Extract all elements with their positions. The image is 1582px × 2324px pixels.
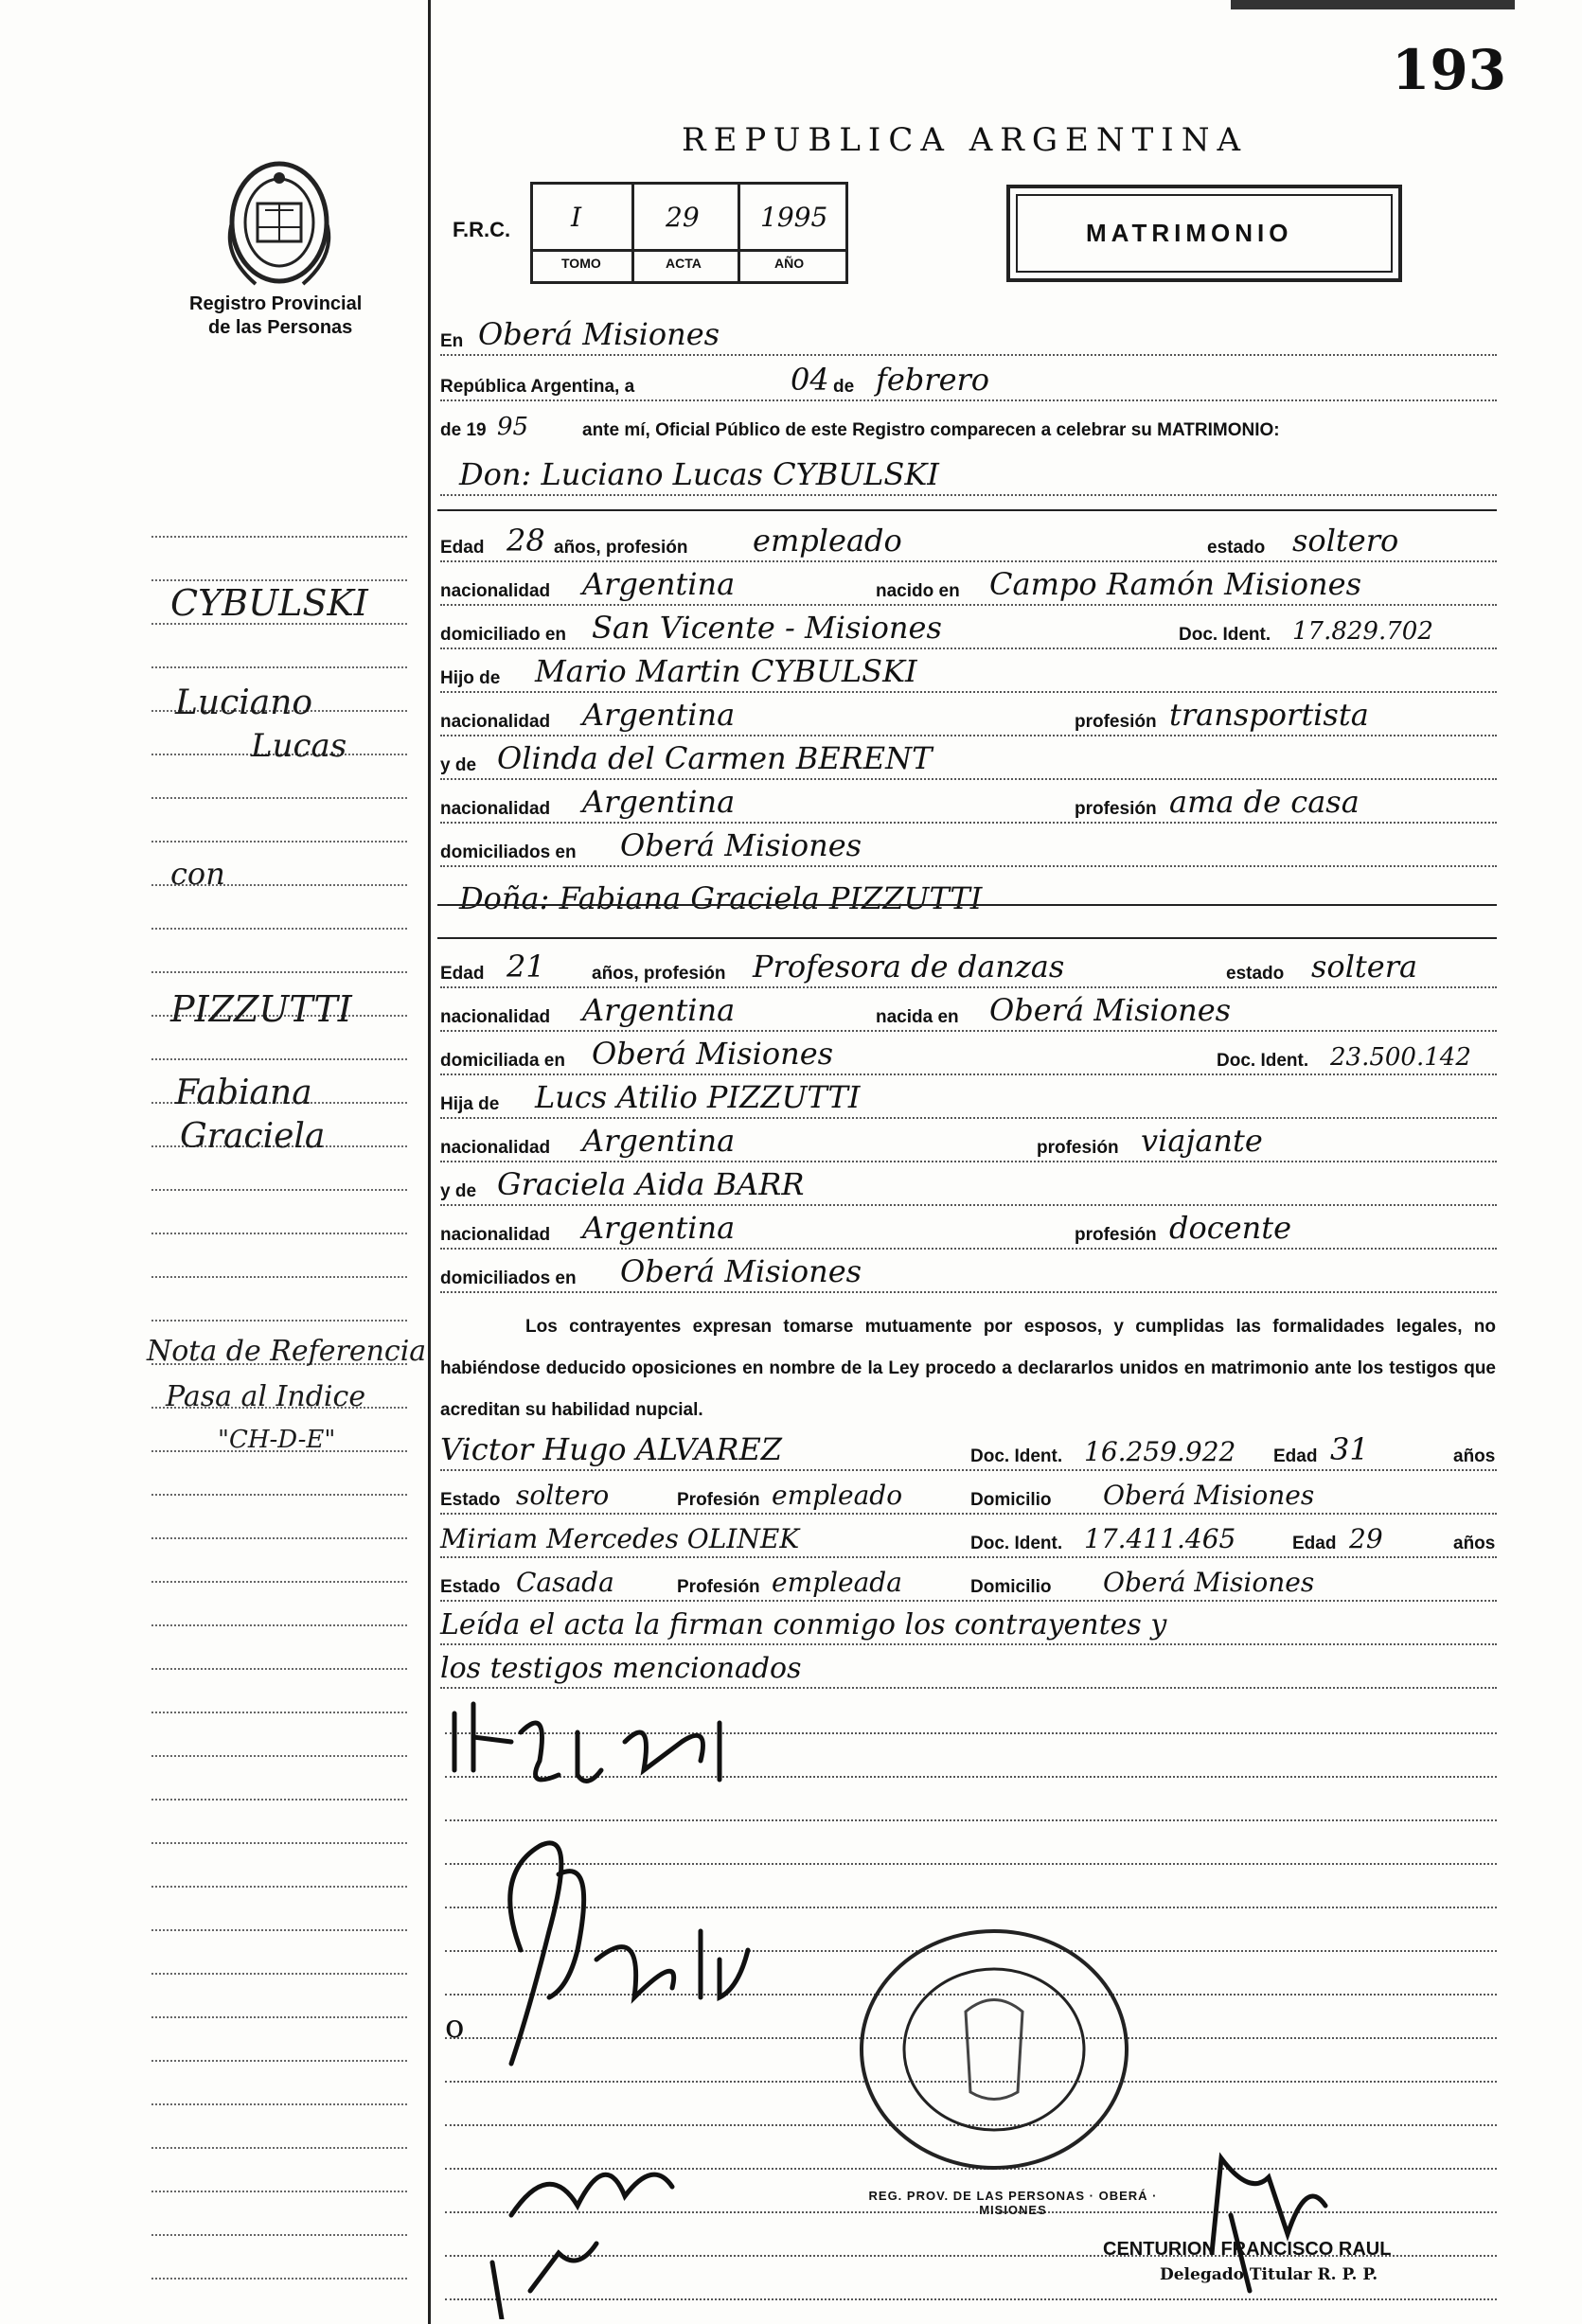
bride-father-nat-row: nacionalidad Argentina profesión viajante — [440, 1119, 1497, 1168]
bride-mother-nat-row: nacionalidad Argentina profesión docente — [440, 1206, 1497, 1255]
groom-nat-row: nacionalidad Argentina nacido en Campo Ramón Misiones — [440, 562, 1497, 612]
registry-line2: de las Personas — [208, 317, 353, 338]
row-year: de 19 95 ante mí, Oficial Público de este Registro comparecen a celebrar su MATRIMONIO: — [440, 413, 1280, 441]
sidebar-given1a: Luciano — [175, 683, 313, 722]
sidebar-note3: "CH-D-E" — [218, 1426, 336, 1454]
sidebar-given1b: Lucas — [251, 727, 347, 765]
frc-acta: 29 — [666, 202, 700, 233]
groom-dom-row: domiciliado en San Vicente - Misiones Doc. Ident. 17.829.702 — [440, 606, 1497, 655]
closing-line2: los testigos mencionados — [440, 1645, 1497, 1694]
row-date: República Argentina, a 04 de febrero — [440, 358, 1497, 407]
officer-name: CENTURION FRANCISCO RAUL — [1103, 2239, 1392, 2260]
groom-age-row: Edad 28 años, profesión empleado estado soltero — [440, 519, 1497, 568]
witness2-row: Miriam Mercedes OLINEK Doc. Ident. 17.411.465 Edad 29 años — [440, 1515, 1497, 1564]
frc-ano: 1995 — [760, 202, 828, 233]
page-number: 193 — [1392, 38, 1507, 102]
stamp-text: REG. PROV. DE LAS PERSONAS · OBERÁ · MISIONES — [868, 2189, 1158, 2217]
act-type-box — [1006, 185, 1402, 282]
row-place: En Oberá Misiones — [440, 312, 1497, 362]
bride-mother-row: y de Graciela Aida BARR — [440, 1162, 1497, 1212]
frc-tomo: I — [571, 202, 582, 233]
sidebar-given2b: Graciela — [180, 1117, 326, 1156]
bride-name: Doña: Fabiana Graciela PIZZUTTI — [459, 880, 983, 916]
witness2-detail-row: Estado Casada Profesión empleada Domicilio Oberá Misiones — [440, 1558, 1497, 1607]
closing-line1: Leída el acta la firman conmigo los contrayentes y — [440, 1602, 1497, 1651]
place: Oberá Misiones — [478, 316, 720, 352]
frc-table — [530, 182, 848, 284]
frc-acta-label: ACTA — [666, 256, 702, 271]
groom-name-row — [440, 452, 1497, 502]
province-seal-icon — [218, 151, 341, 293]
svg-text:o: o — [445, 2008, 465, 2046]
bride-father-row: Hija de Lucs Atilio PIZZUTTI — [440, 1075, 1497, 1125]
witness1-row: Victor Hugo ALVAREZ Doc. Ident. 16.259.922 Edad 31 años — [440, 1428, 1497, 1477]
declaration-text: Los contrayentes expresan tomarse mutuamente por esposos, y cumplidas las formalidades legales, no habiéndose deducido oposiciones en nombre de la Ley procedo a declararlos unidos en matrimonio ante los testigos que acreditan su habilidad nupcial. — [440, 1317, 1496, 1420]
groom-mother-row: y de Olinda del Carmen BERENT — [440, 736, 1497, 786]
sidebar-note1: Nota de Referencia — [147, 1335, 427, 1368]
registry-line1: Registro Provincial — [189, 293, 363, 314]
top-edge-mark — [1231, 0, 1515, 9]
officer-title: Delegado Titular R. P. P. — [1160, 2265, 1378, 2284]
country-title: REPUBLICA ARGENTINA — [682, 121, 1249, 159]
margin-line — [428, 0, 431, 2324]
frc-label: F.R.C. — [453, 218, 511, 241]
bride-nat-row: nacionalidad Argentina nacida en Oberá Misiones — [440, 988, 1497, 1038]
sidebar-surname2: PIZZUTTI — [170, 988, 352, 1030]
bride-parents-dom-row: domiciliados en Oberá Misiones — [440, 1250, 1497, 1299]
bride-name-row — [440, 877, 1497, 926]
groom-parents-dom-row: domiciliados en Oberá Misiones — [440, 824, 1497, 873]
frc-ano-label: AÑO — [774, 256, 805, 271]
act-type: MATRIMONIO — [1086, 219, 1293, 247]
witness1-detail-row: Estado soltero Profesión empleado Domicilio Oberá Misiones — [440, 1471, 1497, 1520]
sidebar-note2: Pasa al Indice — [166, 1380, 366, 1413]
groom-mother-nat-row: nacionalidad Argentina profesión ama de casa — [440, 780, 1497, 829]
sidebar-given2a: Fabiana — [175, 1073, 312, 1112]
sidebar-surname1: CYBULSKI — [170, 582, 368, 624]
groom-name: Don: Luciano Lucas CYBULSKI — [459, 456, 939, 492]
sidebar-con: con — [170, 856, 225, 892]
frc-tomo-label: TOMO — [561, 256, 601, 271]
bride-age-row: Edad 21 años, profesión Profesora de danzas estado soltera — [440, 945, 1497, 994]
groom-father-row: Hijo de Mario Martin CYBULSKI — [440, 649, 1497, 699]
bride-dom-row: domiciliada en Oberá Misiones Doc. Ident. 23.500.142 — [440, 1032, 1497, 1081]
groom-father-nat-row: nacionalidad Argentina profesión transportista — [440, 693, 1497, 742]
official-stamp-icon — [852, 1922, 1136, 2177]
